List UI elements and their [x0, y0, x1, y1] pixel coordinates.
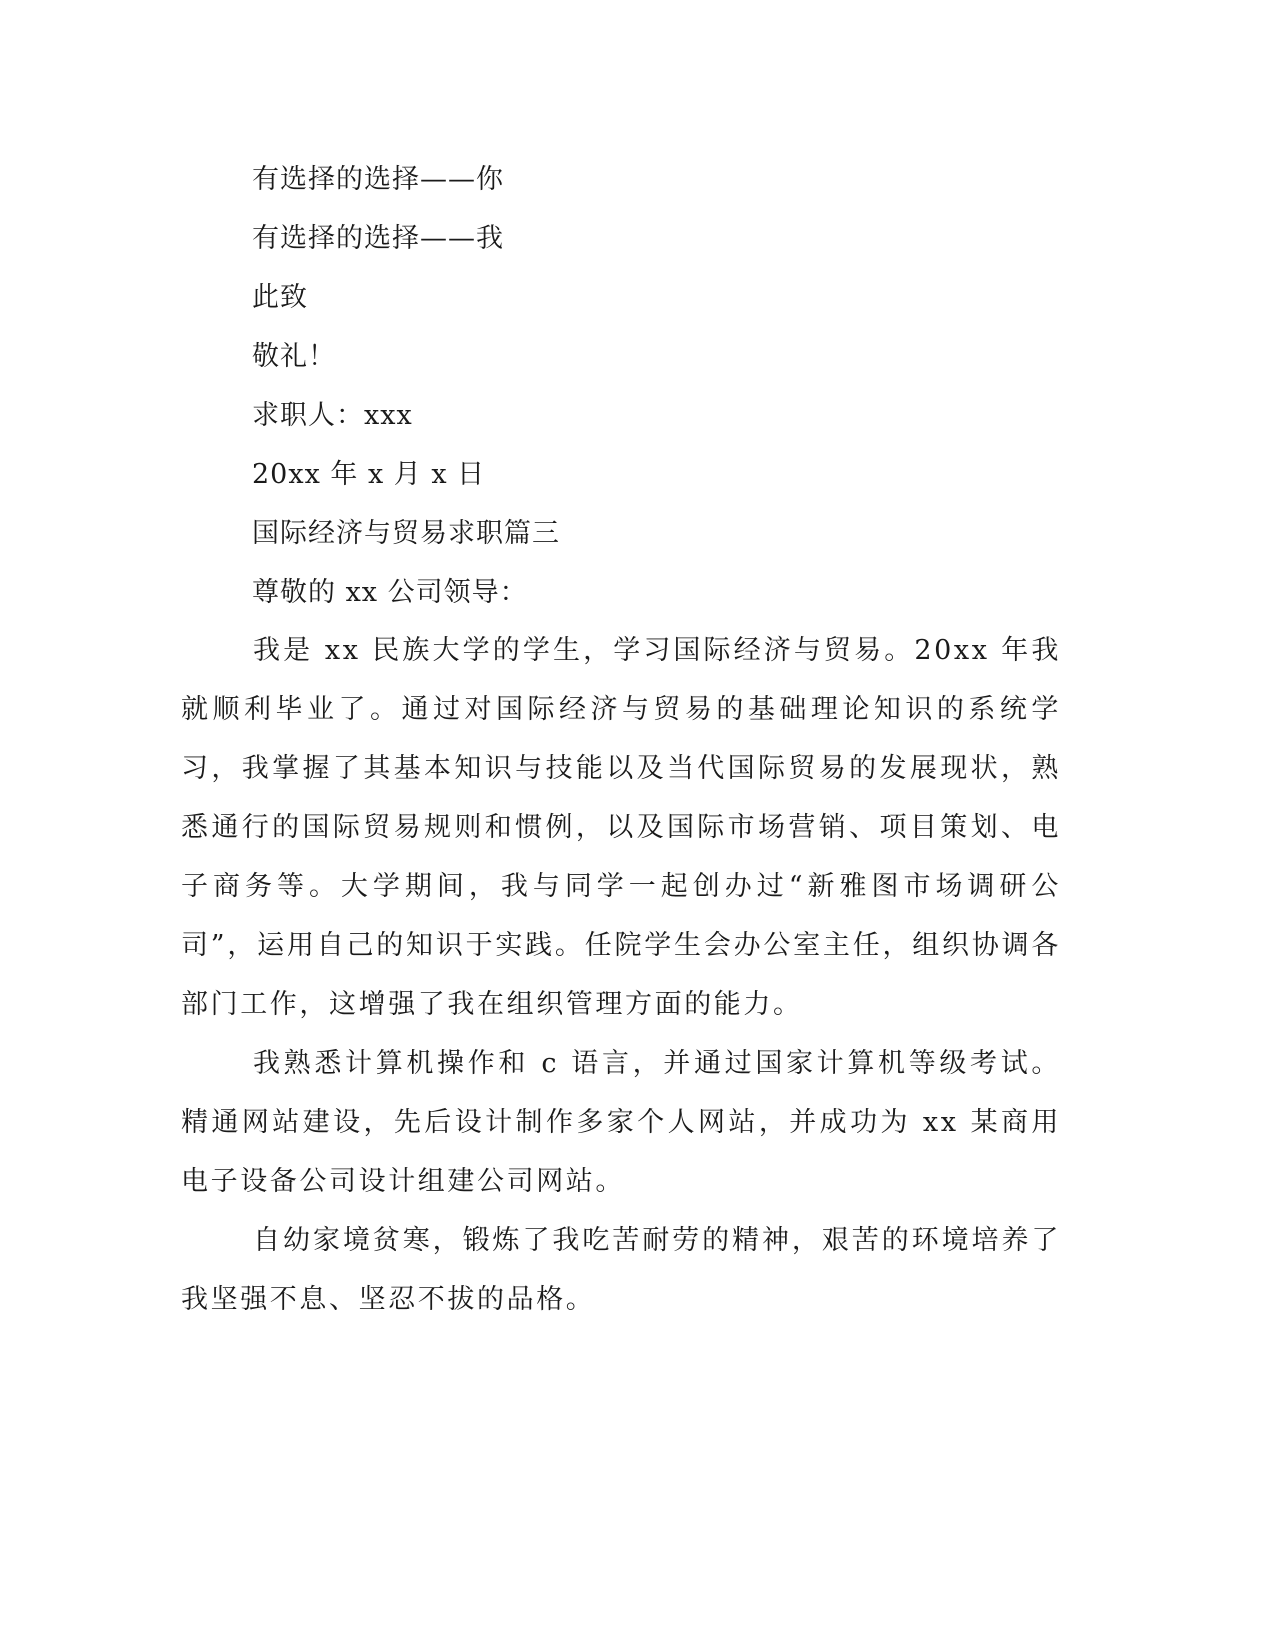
salutation-jingli: 敬礼！	[252, 341, 336, 372]
body-paragraph-2: 我熟悉计算机操作和 c 语言，并通过国家计算机等级考试。精通网站建设，先后设计制作多家个人网站，并成功为 xx 某商用电子设备公司设计组建公司网站。	[181, 1048, 1061, 1197]
closing-line-me: 有选择的选择——我	[252, 223, 504, 254]
signer-line: 求职人：xxx	[252, 400, 413, 431]
body-paragraph-3: 自幼家境贫寒，锻炼了我吃苦耐劳的精神，艰苦的环境培养了我坚强不息、坚忍不拔的品格。	[181, 1225, 1061, 1315]
body-paragraph-1: 我是 xx 民族大学的学生，学习国际经济与贸易。20xx 年我就顺利毕业了。通过对国际经济与贸易的基础理论知识的系统学习，我掌握了其基本知识与技能以及当代国际贸易的发展现状，熟悉通行的国际贸易规则和惯例，以及国际市场营销、项目策划、电子商务等。大学期间，我与同学一起创办过“新雅图市场调研公司”，运用自己的知识于实践。任院学生会办公室主任，组织协调各部门工作，这增强了我在组织管理方面的能力。	[181, 635, 1061, 1020]
closing-line-you: 有选择的选择——你	[252, 164, 504, 195]
section-title: 国际经济与贸易求职篇三	[252, 518, 560, 549]
greeting: 尊敬的 xx 公司领导：	[252, 577, 528, 608]
date-line: 20xx 年 x 月 x 日	[252, 459, 486, 490]
salutation-cizhi: 此致	[252, 282, 308, 313]
